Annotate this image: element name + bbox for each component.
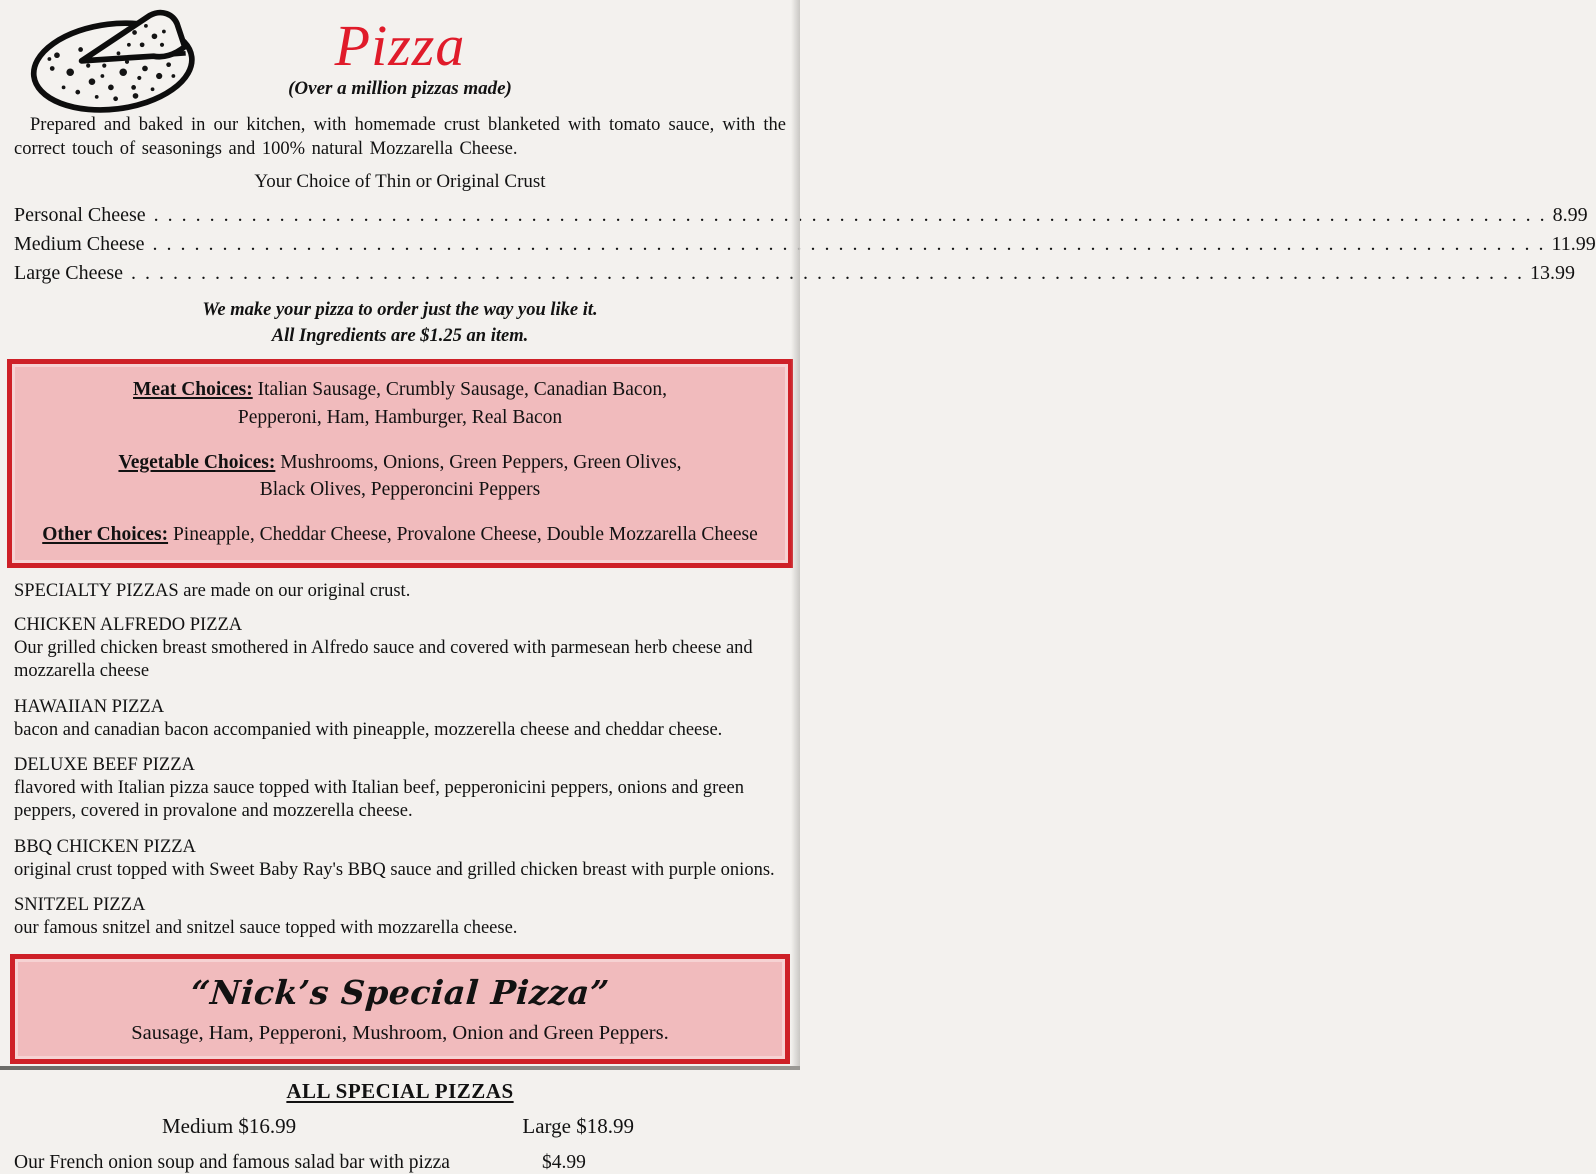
item-price: 11.99 (1551, 232, 1596, 255)
specialty-description: Our grilled chicken breast smothered in Alfredo sauce and covered with parmesean herb cheese and mozzarella cheese (14, 637, 753, 682)
item-name: Large Cheese (14, 261, 124, 284)
price-row-large-cheese (14, 259, 1576, 288)
toppings-choices-box (7, 359, 793, 567)
scan-edge-bottom (0, 1066, 800, 1070)
meat-choices-group (109, 376, 691, 431)
menu-header (14, 4, 786, 106)
nicks-special-toppings: Sausage, Ham, Pepperoni, Mushroom, Onion and Green Peppers. (131, 1021, 669, 1044)
special-pizza-size-prices (14, 1114, 786, 1139)
item-price: 13.99 (1530, 261, 1576, 284)
specialty-pizzas-intro: SPECIALTY PIZZAS are made on our original crust. (14, 580, 411, 601)
addon-price: $4.99 (542, 1151, 586, 1173)
order-notes (14, 297, 786, 350)
special-medium-price: Medium $16.99 (162, 1113, 297, 1138)
addon-label: Our French onion soup and famous salad bar with pizza (14, 1151, 450, 1173)
specialty-description: original crust topped with Sweet Baby Ray's BBQ sauce and grilled chicken breast with purple onions. (14, 859, 775, 880)
item-name: Personal Cheese (14, 203, 146, 226)
crust-choice-note: Your Choice of Thin or Original Crust (254, 170, 546, 192)
specialty-name: HAWAIIAN PIZZA (14, 696, 165, 717)
special-large-price: Large $18.99 (522, 1113, 634, 1138)
item-price: 8.99 (1552, 203, 1588, 226)
specialty-item-chicken-alfredo (14, 614, 786, 684)
cheese-pizza-price-list (14, 201, 1596, 288)
specialty-item-bbq-chicken (14, 836, 786, 882)
other-choices-label: Other Choices: (42, 524, 169, 546)
other-choices-group (22, 521, 778, 549)
specialty-name: CHICKEN ALFREDO PIZZA (14, 614, 243, 635)
item-name: Medium Cheese (14, 232, 145, 255)
specialty-description: our famous snitzel and snitzel sauce topped with mozzarella cheese. (14, 918, 518, 939)
note-line-made-to-order: We make your pizza to order just the way you like it. (202, 299, 598, 320)
soup-salad-addon-row (14, 1152, 786, 1174)
page-title: Pizza (334, 13, 466, 78)
other-choices-items: Pineapple, Cheddar Cheese, Provalone Cheese, Double Mozzarella Cheese (172, 524, 758, 546)
vegetable-choices-items: Mushrooms, Onions, Green Peppers, Green Olives, Black Olives, Pepperoncini Peppers (259, 451, 682, 501)
specialty-item-deluxe-beef (14, 754, 786, 824)
specialty-description: bacon and canadian bacon accompanied with pineapple, mozzerella cheese and cheddar cheese. (14, 719, 723, 740)
specialty-name: DELUXE BEEF PIZZA (14, 754, 195, 775)
intro-paragraph: Prepared and baked in our kitchen, with homemade crust blanketed with tomato sauce, with the correct touch of seasonings and 100% natural Mozzarella Cheese. (14, 115, 786, 160)
all-special-pizzas-heading: ALL SPECIAL PIZZAS (286, 1078, 514, 1103)
nicks-special-title: “Nick’s Special Pizza” (189, 973, 611, 1013)
price-row-medium-cheese (14, 230, 1596, 259)
vegetable-choices-group (109, 449, 691, 504)
nicks-special-pizza-box (10, 954, 790, 1063)
meat-choices-label: Meat Choices: (133, 379, 253, 401)
page-subtitle: (Over a million pizzas made) (288, 77, 512, 99)
meat-choices-items: Italian Sausage, Crumbly Sausage, Canadian Bacon, Pepperoni, Ham, Hamburger, Real Bacon (237, 379, 667, 429)
note-line-ingredient-price: All Ingredients are $1.25 an item. (271, 326, 529, 347)
vegetable-choices-label: Vegetable Choices: (118, 451, 276, 473)
specialty-name: BBQ CHICKEN PIZZA (14, 836, 196, 857)
specialty-name: SNITZEL PIZZA (14, 895, 146, 916)
dotted-leader (131, 259, 1524, 288)
specialty-item-snitzel (14, 894, 786, 940)
pizza-illustration-icon (18, 6, 218, 112)
specialty-description: flavored with Italian pizza sauce topped with Italian beef, pepperonicini peppers, onions and green peppers, covered in provalone and mozzerella cheese. (14, 778, 744, 822)
specialty-item-hawaiian (14, 696, 786, 742)
dotted-leader (154, 201, 1547, 230)
price-row-personal-cheese (14, 201, 1588, 230)
dotted-leader (153, 230, 1546, 259)
